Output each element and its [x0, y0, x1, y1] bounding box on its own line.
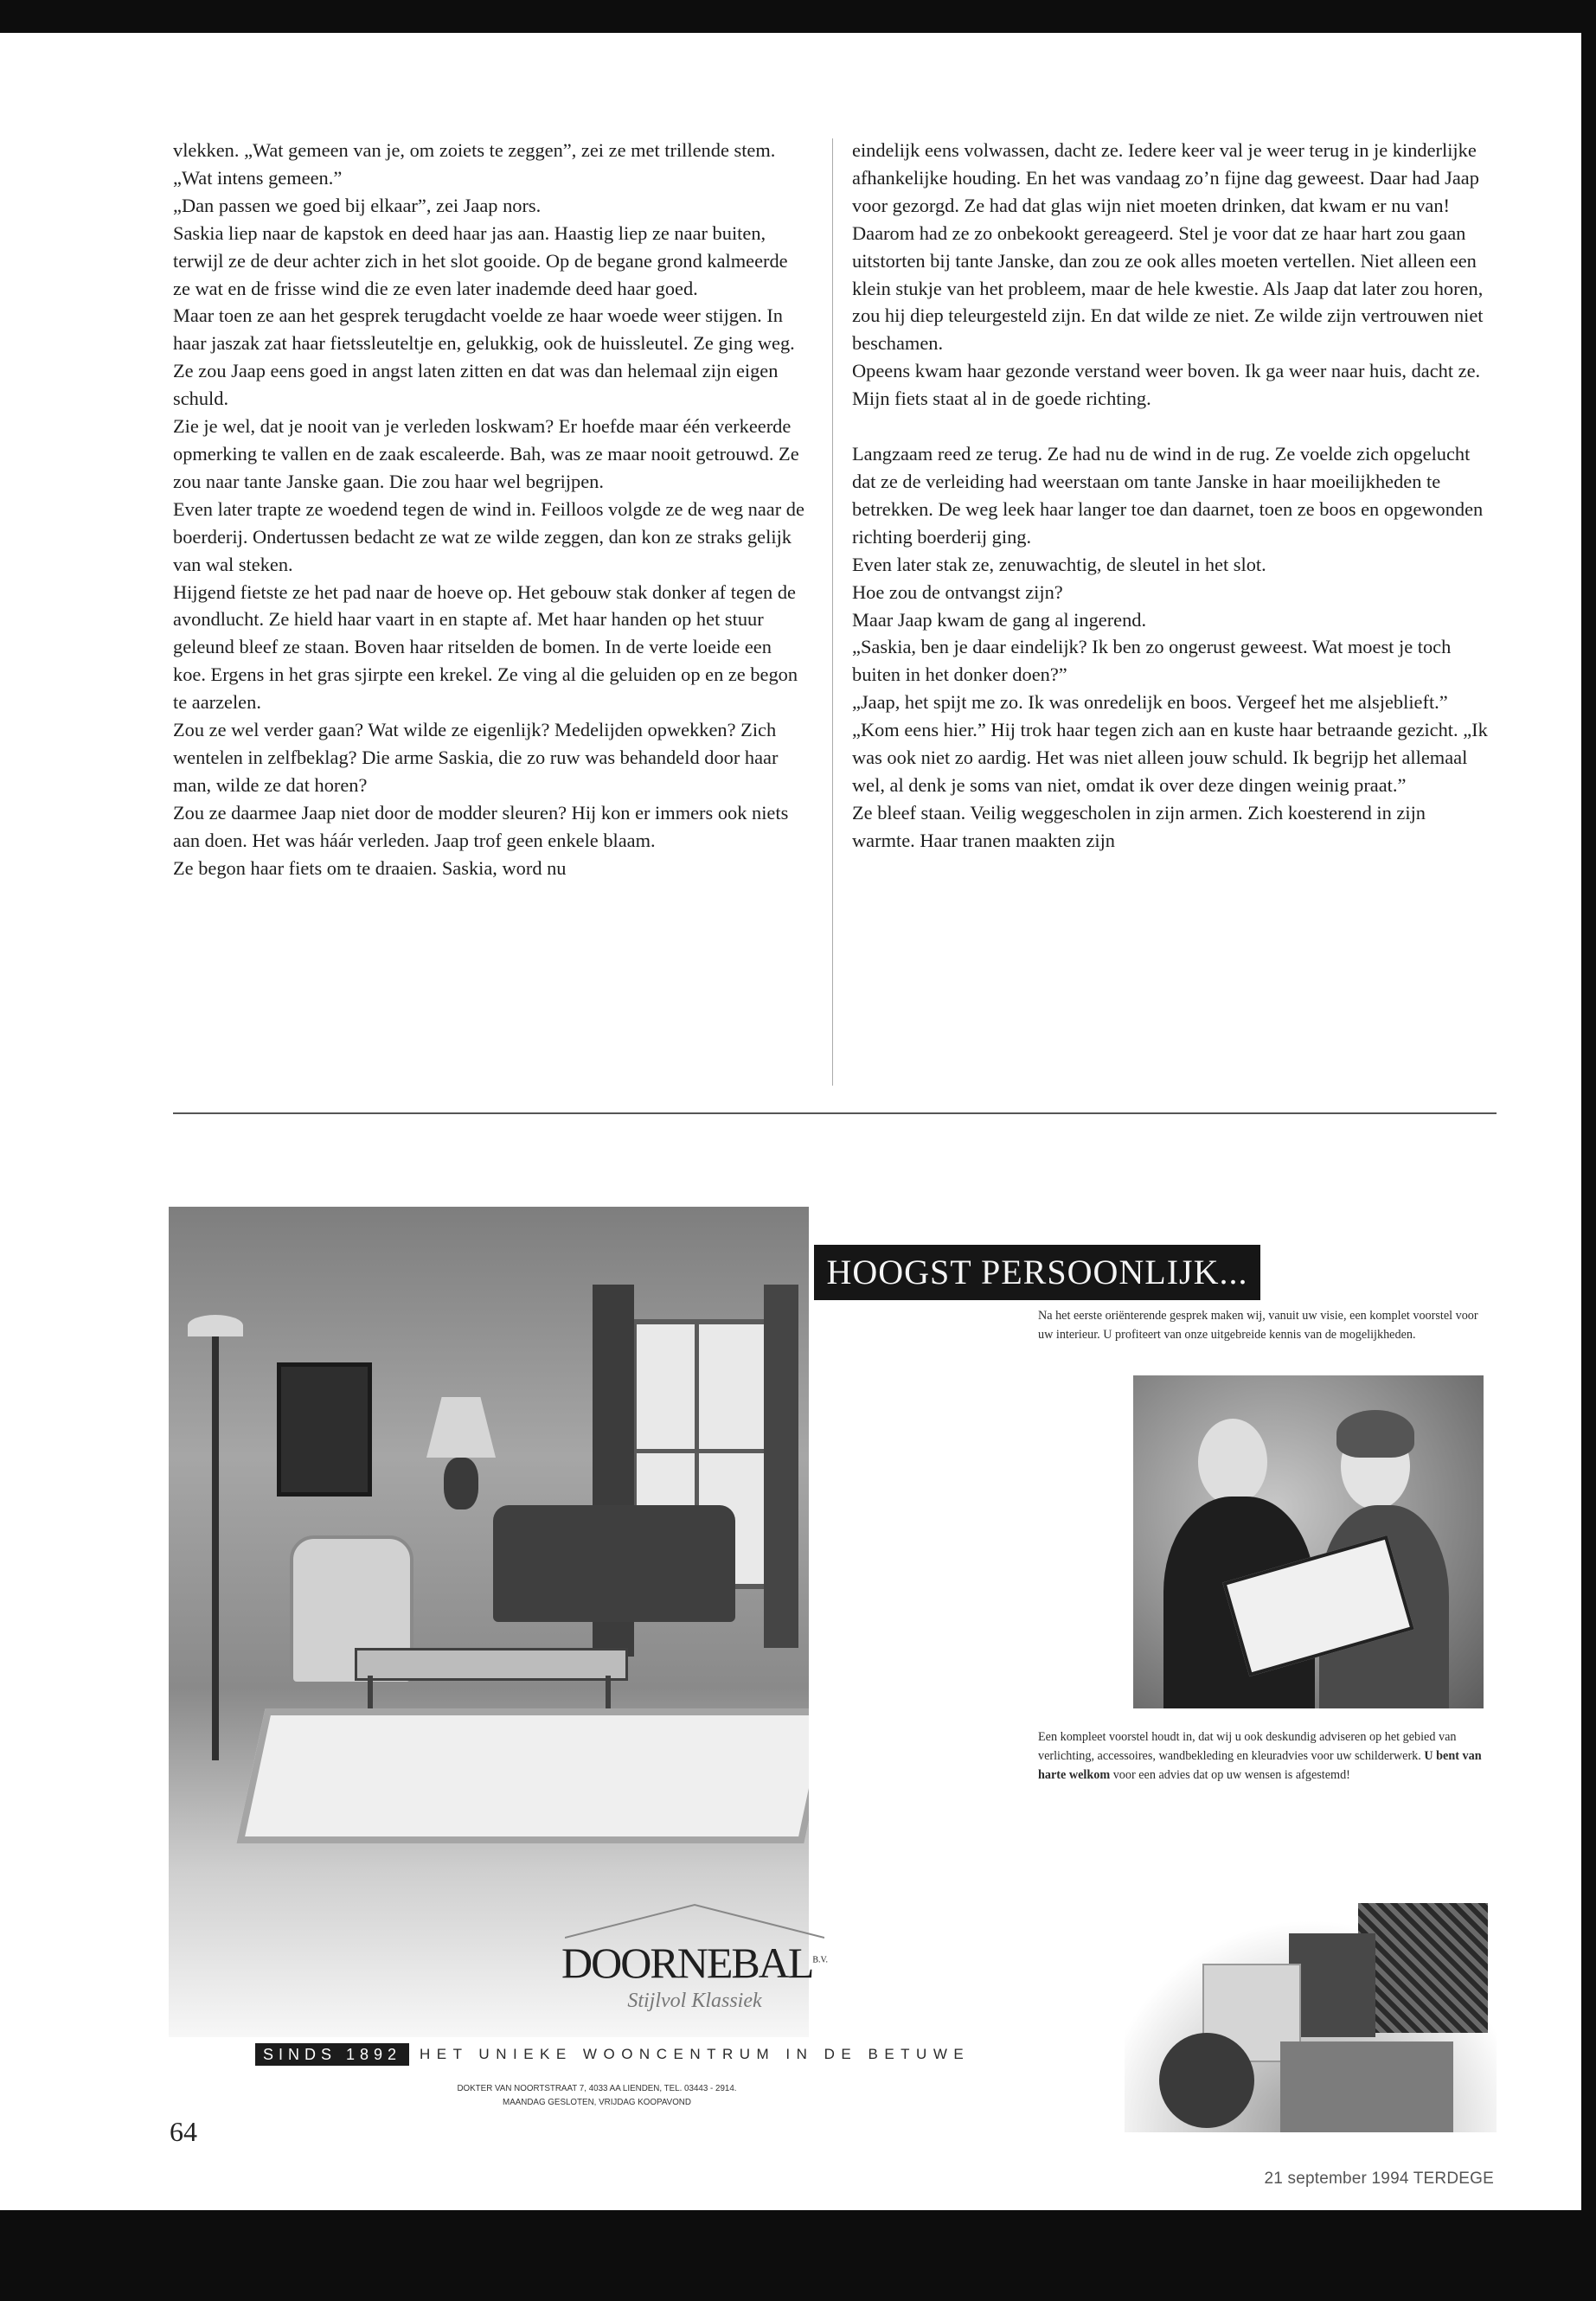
paragraph: Hoe zou de ontvangst zijn? — [852, 580, 1063, 603]
paragraph: Even later stak ze, zenuwachtig, de sleutel in het slot. — [852, 553, 1266, 575]
article-column-left — [173, 137, 809, 1093]
ad-body-plain: Een kompleet voorstel houdt in, dat wij u ook deskundig adviseren op het gebied van verlichting, accessoires, wandbekleding en kleuradvies voor uw schilderwerk. — [1038, 1730, 1457, 1763]
brand-subtitle: Stijlvol Klassiek — [627, 1990, 762, 2012]
ad-tagline: HET UNIEKE WOONCENTRUM IN DE BETUWE — [420, 2046, 971, 2062]
bottom-border — [0, 2210, 1596, 2301]
ad-intro-text: Na het eerste oriënterende gesprek maken wij, vanuit uw visie, een komplet voorstel voor uw interieur. U profiteert van onze uitgebreide kennis van de mogelijkheden. — [1038, 1309, 1478, 1342]
paragraph: Zou ze daarmee Jaap niet door de modder sleuren? Hij kon er immers ook niets aan doen. Het was háár verleden. Jaap trof geen enkele blaam. — [173, 801, 789, 851]
brand-name-text: DOORNEBAL — [561, 1939, 813, 1987]
ad-body-text — [1038, 1727, 1494, 1785]
paragraph: „Dan passen we goed bij elkaar”, zei Jaap nors. — [173, 194, 542, 216]
paragraph: eindelijk eens volwassen, dacht ze. Iedere keer val je weer terug in je kinderlijke afhankelijke houding. En het was vandaag zo’n fijne dag geweest. Daar had Jaap voor gezorgd. Ze had dat glas wijn niet moeten drinken, dat kwam er nu van! Daarom had ze zo onbekookt gereageerd. Stel je voor dat ze haar hart zou gaan uitstorten bij tante Janske, dan zou ze ook alles moeten vertellen. Niet alleen een klein stukje van het probleem, maar de hele kwestie. Als Jaap dat later zou horen, zou hij diep teleurgesteld zijn. En dat wilde ze niet. Ze wilde zijn vertrouwen niet beschamen. — [852, 139, 1484, 355]
paragraph: „Kom eens hier.” Hij trok haar tegen zich aan en kuste haar betraande gezicht. „Ik was ook niet zo aardig. Het was niet alleen jouw schuld. Ik begrijp het allemaal wel, al denk je soms van niet, omdat ik over deze dingen weinig praat.” — [852, 719, 1488, 796]
store-address — [298, 2082, 895, 2110]
ad-body-bold: U bent van harte welkom — [1038, 1749, 1482, 1782]
right-border — [1581, 0, 1596, 2301]
ad-headline: HOOGST PERSOONLIJK... — [814, 1245, 1260, 1300]
roof-icon — [565, 1903, 824, 1939]
paragraph: Zie je wel, dat je nooit van je verleden loskwam? Er hoefde maar één verkeerde opmerking te vallen en de zaak escaleerde. Bah, was ze maar nooit getrouwd. Ze zou naar tante Janske gaan. Die zou haar wel begrijpen. — [173, 415, 799, 492]
paragraph: Opeens kwam haar gezonde verstand weer boven. Ik ga weer naar huis, dacht ze. Mijn fiets staat al in de goede richting. — [852, 360, 1481, 410]
ad-body-end: voor een advies dat op uw wensen is afgestemd! — [1110, 1768, 1350, 1782]
article-column-right — [852, 137, 1488, 1093]
paragraph: „Jaap, het spijt me zo. Ik was onredelijk en boos. Vergeef het me alsjeblieft.” — [852, 691, 1448, 714]
paragraph: Hijgend fietste ze het pad naar de hoeve op. Het gebouw stak donker af tegen de avondlucht. Ze hield haar vaart in en stapte af. Met haar handen op het stuur geleund bleef ze staan. Boven haar ritselden de bomen. In de verte loeide een koe. Ergens in het gras sjirpte een krekel. Ze ving al die geluiden op en ze begon te aarzelen. — [173, 580, 798, 714]
opening-hours: MAANDAG GESLOTEN, VRIJDAG KOOPAVOND — [503, 2098, 691, 2107]
paragraph: Ze begon haar fiets om te draaien. Saskia, word nu — [173, 856, 567, 879]
paragraph: vlekken. „Wat gemeen van je, om zoiets te zeggen”, zei ze met trillende stem. „Wat intens gemeen.” — [173, 139, 776, 189]
brand-suffix: B.V. — [812, 1955, 828, 1965]
brand-name — [452, 1938, 937, 1988]
issue-footer: 21 september 1994 TERDEGE — [1264, 2170, 1494, 2188]
section-divider — [173, 1112, 1497, 1114]
since-badge: SINDS 1892 — [255, 2043, 409, 2066]
paragraph: Even later trapte ze woedend tegen de wind in. Feilloos volgde ze de weg naar de boerderij. Ondertussen bedacht ze wat ze wilde zeggen, dan kon ze straks gelijk van wal steken. — [173, 497, 804, 575]
paragraph: Ze bleef staan. Veilig weggescholen in zijn armen. Zich koesterend in zijn warmte. Haar tranen maakten zijn — [852, 801, 1426, 851]
advertisement — [169, 1207, 1497, 2137]
brand-logo — [452, 1903, 937, 2024]
page-number: 64 — [170, 2116, 197, 2147]
top-border — [0, 0, 1596, 33]
paragraph: Maar toen ze aan het gesprek terugdacht voelde ze haar woede weer stijgen. In haar jaszak zat haar fietssleuteltje en, gelukkig, ook de huissleutel. Ze ging weg. Ze zou Jaap eens goed in angst laten zitten en dat was dan helemaal zijn eigen schuld. — [173, 304, 795, 410]
paragraph: „Saskia, ben je daar eindelijk? Ik ben zo ongerust geweest. Wat moest je toch buiten in het donker doen?” — [852, 636, 1452, 686]
column-divider — [832, 138, 833, 1086]
paragraph: Langzaam reed ze terug. Ze had nu de wind in de rug. Ze voelde zich opgelucht dat ze de verleiding had weerstaan om tante Janske in haar moeilijkheden te betrekken. De weg leek haar langer toe dan daarnet, toen ze boos en opgewonden richting boerderij ging. — [852, 443, 1484, 548]
fabric-swatches-photo — [1125, 1894, 1497, 2132]
paragraph: Maar Jaap kwam de gang al ingerend. — [852, 608, 1147, 631]
address-line: DOKTER VAN NOORTSTRAAT 7, 4033 AA LIENDEN, TEL. 03443 - 2914. — [457, 2084, 737, 2093]
paragraph: Saskia liep naar de kapstok en deed haar jas aan. Haastig liep ze naar buiten, terwijl ze de deur achter zich in het slot gooide. Op de begane grond kalmeerde ze wat en de frisse wind die ze even later inademde deed haar goed. — [173, 221, 788, 299]
consultation-photo — [1133, 1375, 1484, 1708]
paragraph: Zou ze wel verder gaan? Wat wilde ze eigenlijk? Medelijden opwekken? Zich wentelen in zelfbeklag? Die arme Saskia, die zo ruw was behandeld door haar man, wilde ze dat horen? — [173, 719, 779, 796]
